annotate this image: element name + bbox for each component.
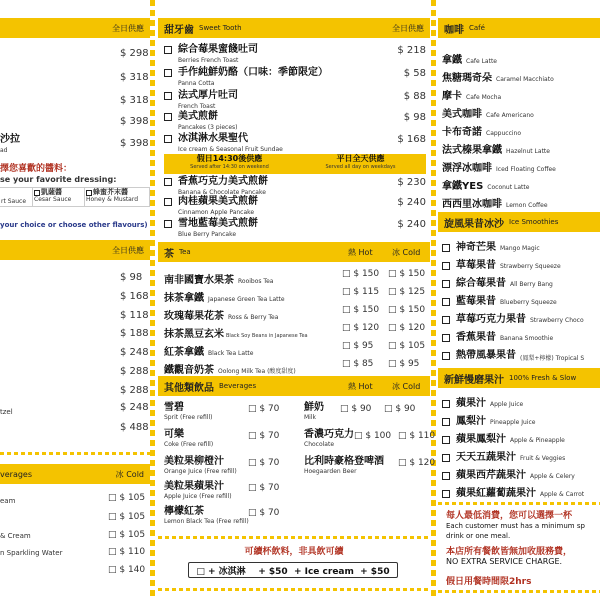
minimum-spend-en: Each customer must has a minimum sp — [446, 522, 585, 530]
divider — [158, 588, 430, 591]
checkbox[interactable] — [164, 198, 172, 206]
bev-price[interactable]: □ $ 105 — [108, 530, 146, 540]
other-item[interactable]: 雪碧 Sprit (Free refill) □ $ 70 — [164, 402, 280, 421]
other-item[interactable]: 可樂 Coke (Free refill) □ $ 70 — [164, 429, 280, 448]
dressing-options — [0, 187, 150, 207]
juice-item[interactable]: 蘋果鳳梨汁 Apple & Pineapple — [442, 434, 600, 446]
cafe-item[interactable]: 漂浮冰咖啡 Iced Floating Coffee — [442, 163, 556, 174]
checkbox[interactable] — [164, 220, 172, 228]
cafe-item[interactable]: 西西里冰咖啡 Lemon Coffee — [442, 199, 548, 210]
smoothie-item[interactable]: 熱帶風暴果昔 (鳳梨+檸檬) Tropical S — [442, 350, 600, 362]
price: $ 398 — [120, 138, 149, 149]
smoothie-header: 旋風果昔冰沙 Ice Smoothies — [438, 212, 600, 232]
choice-note: your choice or choose other flavours) — [0, 221, 148, 229]
checkbox[interactable] — [164, 69, 172, 77]
dressing-option[interactable]: 蜂蜜芥末醬 Honey & Mustard — [84, 188, 149, 206]
tea-item[interactable]: 紅茶拿鐵 Black Tea Latte □ $ 95 □ $ 105 — [164, 341, 426, 358]
other-item[interactable]: 美粒果蘋果汁 Apple Juice (Free refill) □ $ 70 — [164, 481, 280, 500]
checkbox[interactable] — [442, 262, 450, 270]
price: $ 248 — [120, 347, 149, 358]
smoothie-item[interactable]: 神奇芒果 Mango Magic — [442, 242, 600, 254]
cafe-item[interactable]: 美式咖啡 Cafe Americano — [442, 109, 534, 120]
checkbox[interactable] — [442, 352, 450, 360]
sweet-item[interactable]: 美式煎餅 Pancakes (3 pieces) $ 98 — [164, 111, 426, 133]
tea-header: 茶 Tea 熱 Hot 冰 Cold — [158, 242, 430, 262]
juice-item[interactable]: 蘋果紅蘿蔔蔬果汁 Apple & Carrot — [442, 488, 600, 500]
bev-price[interactable]: □ $ 105 — [108, 493, 146, 503]
checkbox[interactable] — [442, 400, 450, 408]
checkbox[interactable] — [442, 244, 450, 252]
holiday-time-limit: 假日用餐時間限2hrs — [446, 577, 532, 587]
price: $ 118 — [120, 310, 149, 321]
sweet-item[interactable]: 手作純鮮奶酪（口味：季節限定） Panna Cotta $ 58 — [164, 67, 426, 89]
sweet-item[interactable]: 綜合莓果蜜餞吐司 Berries French Toast $ 218 — [164, 44, 426, 66]
salad-label: 沙拉 — [0, 134, 20, 145]
bev-price[interactable]: □ $ 140 — [108, 565, 146, 575]
other-item[interactable]: 比利時豪格登啤酒 Hoegaarden Beer □ $ 120 — [304, 456, 436, 475]
price: $ 188 — [120, 328, 149, 339]
checkbox[interactable] — [164, 92, 172, 100]
icecream-addon[interactable]: □ + 冰淇淋 + $50 + Ice cream + $50 — [188, 562, 398, 578]
bev-label: eam — [0, 497, 16, 505]
minimum-spend-en-2: drink or one meal. — [446, 532, 511, 540]
price: $ 288 — [120, 385, 149, 396]
other-item[interactable]: 檸檬紅茶 Lemon Black Tea (Free refill) □ $ 70 — [164, 506, 280, 525]
bev-label: n Sparkling Water — [0, 549, 63, 557]
smoothie-item[interactable]: 香蕉果昔 Banana Smoothie — [442, 332, 600, 344]
pancake-item[interactable]: 肉桂蘋果美式煎餅 Cinnamon Apple Pancake $ 240 — [164, 196, 426, 218]
price: $ 318 — [120, 95, 149, 106]
column-divider — [150, 0, 155, 600]
checkbox[interactable] — [164, 113, 172, 121]
dressing-option[interactable]: rt Sauce — [1, 198, 27, 205]
dressing-title-en: se your favorite dressing: — [0, 175, 117, 184]
checkbox[interactable] — [442, 454, 450, 462]
smoothie-item[interactable]: 綜合莓果昔 All Berry Bang — [442, 278, 600, 290]
divider — [158, 536, 430, 539]
bev-price[interactable]: □ $ 105 — [108, 512, 146, 522]
other-beverages-header: 其他類飲品 Beverages 熱 Hot 冰 Cold — [158, 376, 430, 396]
price: $ 318 — [120, 72, 149, 83]
price: $ 298 — [120, 48, 149, 59]
cafe-item[interactable]: 卡布奇諾 Cappuccino — [442, 127, 522, 138]
left-header-1: 全日供應 — [0, 18, 150, 38]
other-item[interactable]: 鮮奶 Milk □ $ 90 □ $ 90 — [304, 402, 416, 421]
checkbox[interactable] — [442, 472, 450, 480]
pancake-item[interactable]: 香蕉巧克力美式煎餅 Banana & Chocolate Pancake $ 230 — [164, 176, 426, 198]
left-column — [0, 0, 150, 600]
column-divider — [431, 0, 436, 600]
checkbox[interactable] — [442, 436, 450, 444]
left-header-3: verages 冰 Cold — [0, 464, 150, 484]
checkbox[interactable] — [442, 334, 450, 342]
salad-label-en: ad — [0, 147, 8, 154]
checkbox[interactable] — [442, 418, 450, 426]
dressing-title: 擇您喜歡的醬料： — [0, 164, 73, 174]
juice-item[interactable]: 蘋果西芹蔬果汁 Apple & Celery — [442, 470, 600, 482]
juice-item[interactable]: 天天五蔬果汁 Fruit & Veggies — [442, 452, 600, 464]
checkbox[interactable] — [442, 298, 450, 306]
service-charge-zh: 本店所有餐飲皆無加收服務費， — [446, 547, 573, 557]
tea-item[interactable]: 抹茶黑豆玄米 Black Soy Beans in Japanese Tea □ $ 120 □ $ 120 — [164, 323, 426, 340]
smoothie-item[interactable]: 藍莓果昔 Blueberry Squeeze — [442, 296, 600, 308]
price: $ 168 — [120, 291, 149, 302]
price: $ 248 — [120, 402, 149, 413]
middle-column — [158, 0, 436, 600]
bev-label: & Cream — [0, 532, 31, 540]
other-item[interactable]: 美粒果柳橙汁 Orange Juice (Free refill) □ $ 70 — [164, 456, 280, 475]
price: $ 98 — [120, 272, 143, 283]
tea-item[interactable]: 玫瑰莓果花茶 Ross & Berry Tea □ $ 150 □ $ 150 — [164, 305, 426, 322]
smoothie-item[interactable]: 草莓果昔 Strawberry Squeeze — [442, 260, 600, 272]
dressing-option[interactable]: 凱薩醬 Cesar Sauce — [32, 188, 84, 206]
sweet-item[interactable]: 冰淇淋水果聖代 Ice cream & Seasonal Fruit Sundae $ 168 — [164, 133, 426, 155]
price: $ 288 — [120, 366, 149, 377]
divider — [0, 452, 150, 455]
serving-time-band: 假日14:30後供應 Served after 14:30 on weekend 平日全天供應 Served all day on weekdays — [164, 154, 426, 174]
cafe-header: 咖啡 Café — [438, 18, 600, 38]
tea-item[interactable]: 抹茶拿鐵 Japanese Green Tea Latte □ $ 115 □ $ 125 — [164, 287, 426, 304]
cafe-item[interactable]: 摩卡 Cafe Mocha — [442, 91, 502, 102]
price: $ 488 — [120, 422, 149, 433]
right-column — [438, 0, 600, 600]
partial-label: tzel — [0, 408, 13, 416]
divider — [438, 502, 600, 505]
refill-note: 可續杯飲料，非具飲可續 — [244, 547, 344, 557]
cafe-item[interactable]: 拿鐵YES Coconut Latte — [442, 181, 530, 192]
checkbox[interactable] — [86, 190, 92, 196]
sweet-tooth-header: 甜牙齒 Sweet Tooth 全日供應 — [158, 18, 430, 38]
pancake-item[interactable]: 雪地藍莓美式煎餅 Blue Berry Pancake $ 240 — [164, 218, 426, 240]
checkbox[interactable] — [164, 178, 172, 186]
checkbox[interactable] — [164, 135, 172, 143]
checkbox[interactable] — [164, 46, 172, 54]
checkbox[interactable] — [34, 190, 40, 196]
other-item[interactable]: 香濃巧克力 Chocolate □ $ 100 □ $ 110 — [304, 429, 436, 448]
price: $ 398 — [120, 116, 149, 127]
cafe-item[interactable]: 焦糖瑪奇朵 Caramel Macchiato — [442, 73, 554, 84]
checkbox[interactable] — [442, 490, 450, 498]
minimum-spend-zh: 每人最低消費，您可以選擇一杯 — [446, 511, 573, 521]
tea-item[interactable]: 鐵觀音奶茶 Oolong Milk Tea (酸度甜度) □ $ 85 □ $ 95 — [164, 359, 420, 376]
juice-header: 新鮮慢磨果汁 100% Fresh & Slow — [438, 368, 600, 388]
service-charge-en: NO EXTRA SERVICE CHARGE. — [446, 557, 563, 566]
checkbox[interactable] — [442, 316, 450, 324]
juice-item[interactable]: 鳳梨汁 Pineapple Juice — [442, 416, 600, 428]
tea-item[interactable]: 南非國寶水果茶 Rooibos Tea □ $ 150 □ $ 150 — [164, 269, 426, 286]
cafe-item[interactable]: 法式榛果拿鐵 Hazelnut Latte — [442, 145, 550, 156]
smoothie-item[interactable]: 草莓巧克力果昔 Strawberry Choco — [442, 314, 600, 326]
bev-price[interactable]: □ $ 110 — [108, 547, 146, 557]
sweet-item[interactable]: 法式厚片吐司 French Toast $ 88 — [164, 90, 426, 112]
divider — [438, 590, 600, 593]
cafe-item[interactable]: 拿鐵 Cafe Latte — [442, 55, 497, 66]
left-header-2: 全日供應 — [0, 240, 150, 260]
juice-item[interactable]: 蘋果汁 Apple Juice — [442, 398, 600, 410]
checkbox[interactable] — [442, 280, 450, 288]
